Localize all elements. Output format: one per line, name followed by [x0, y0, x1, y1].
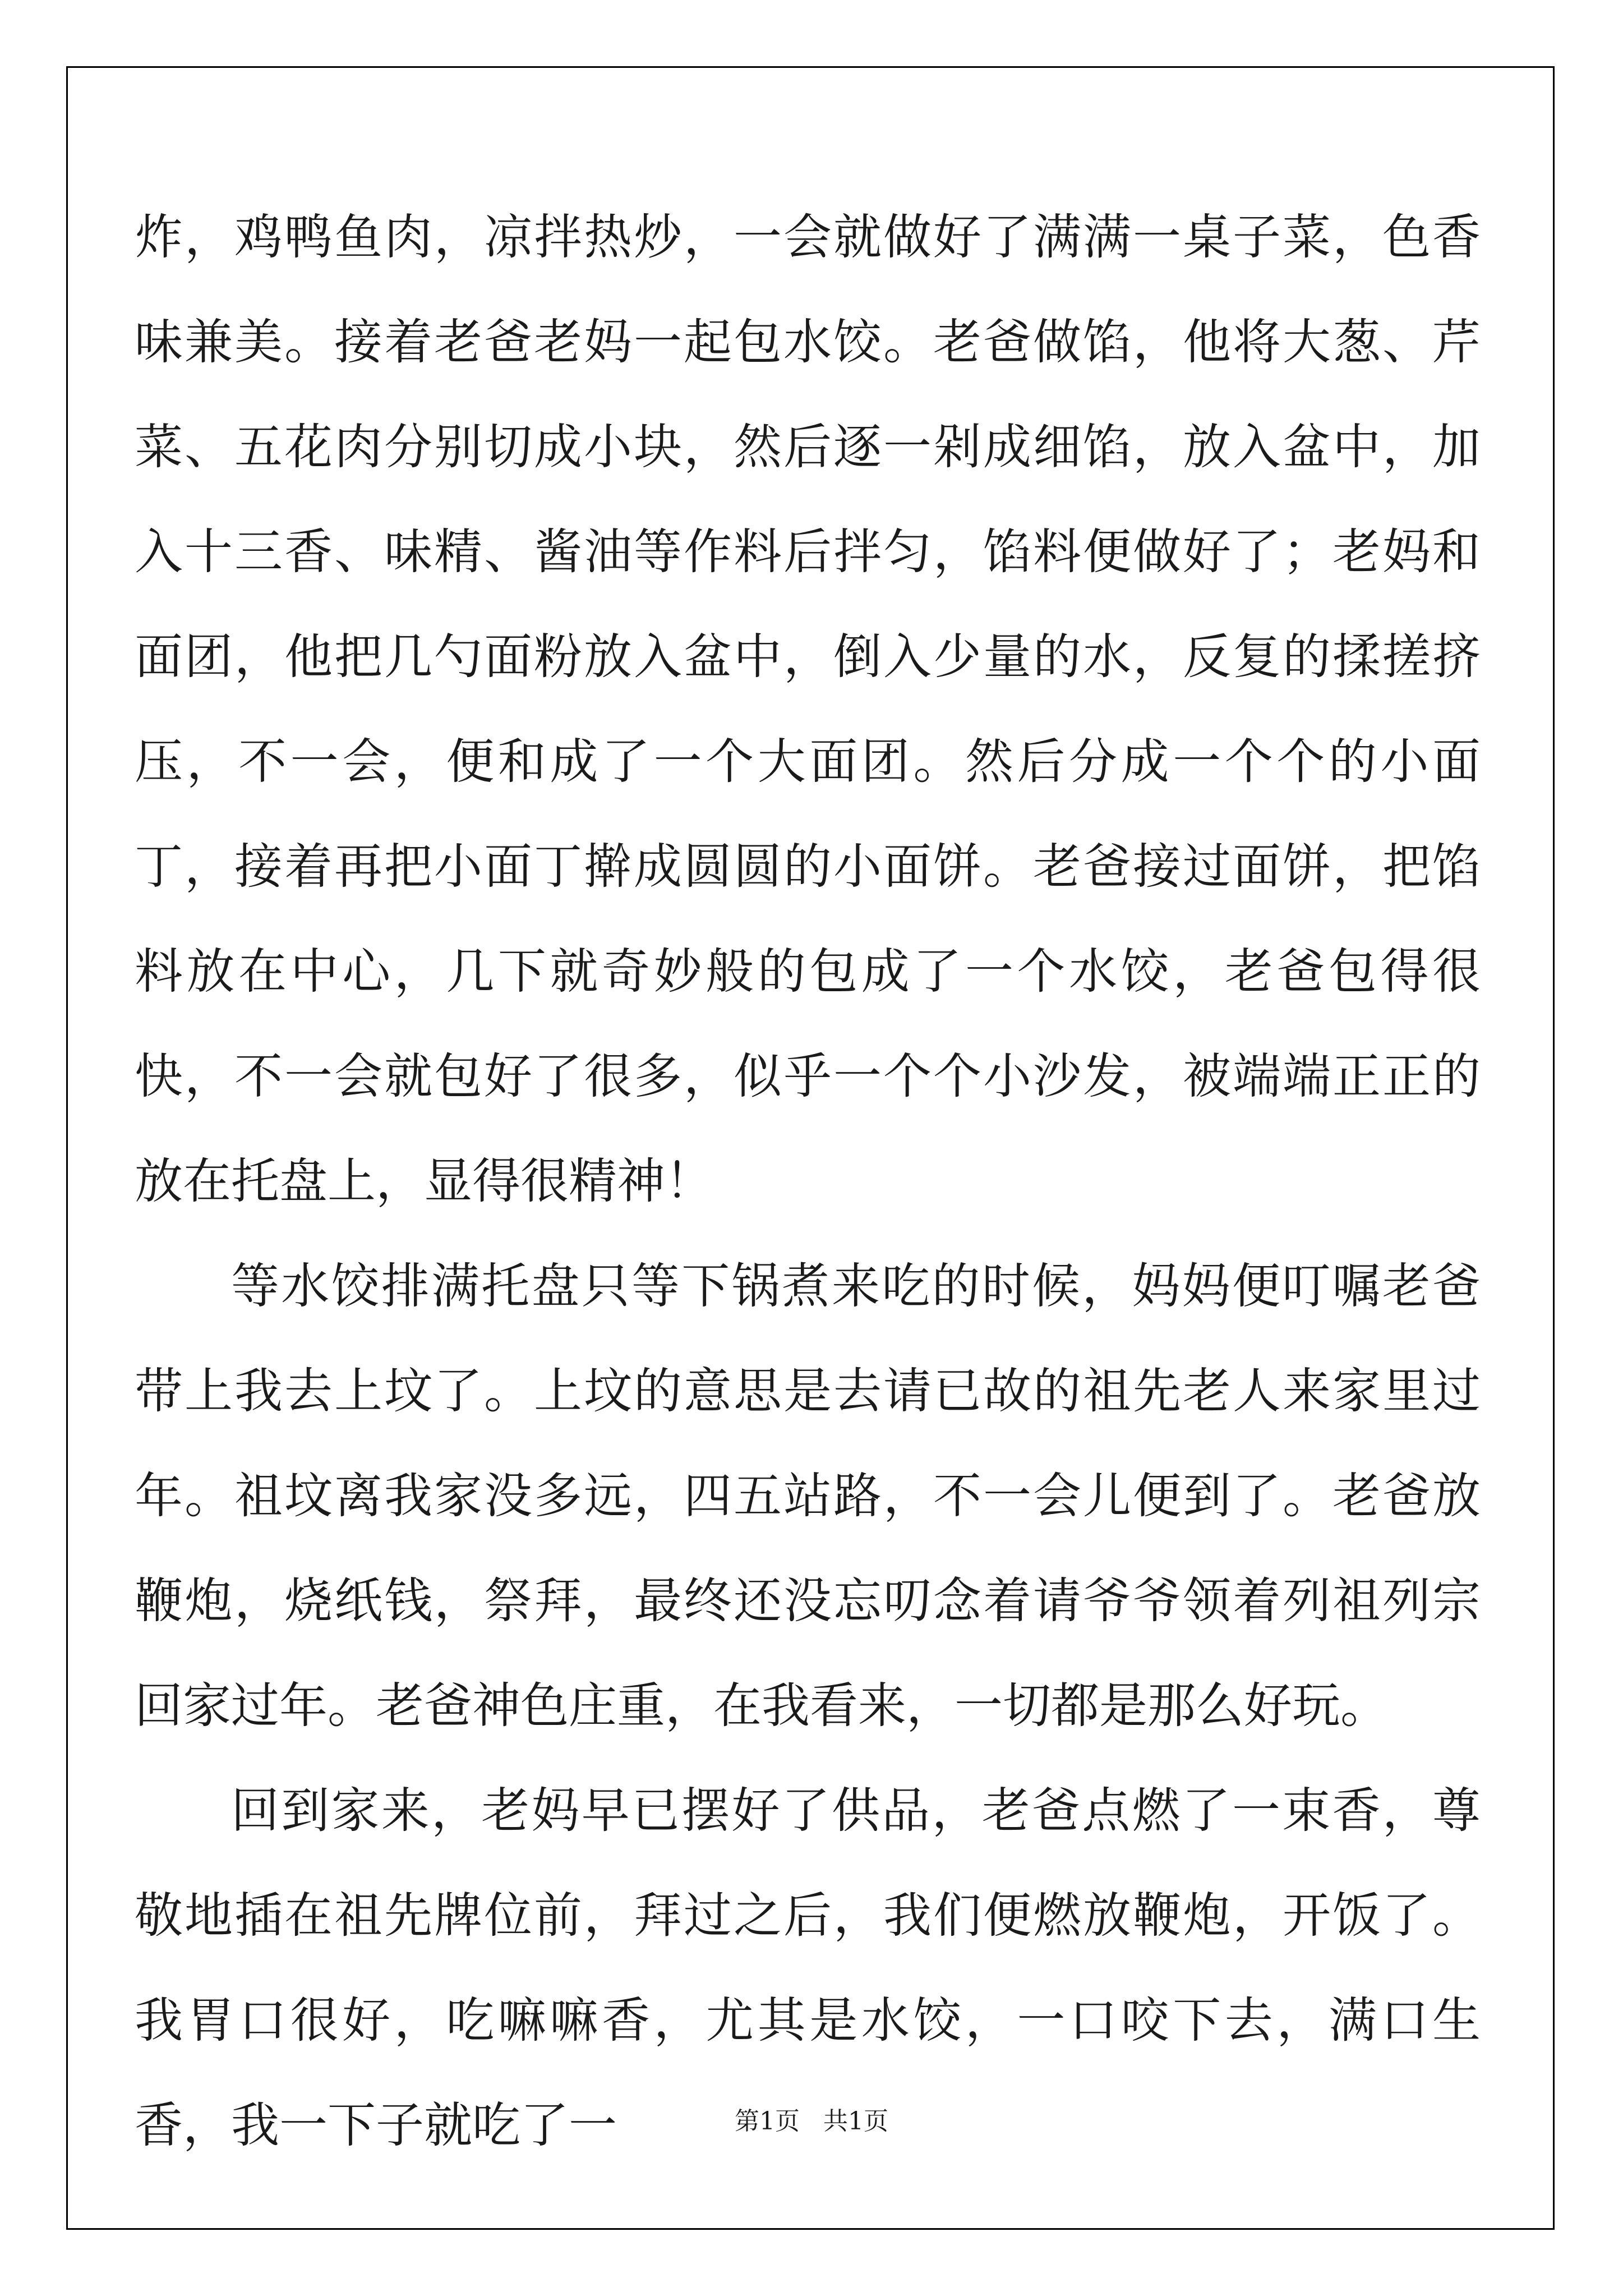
- paragraph-2: 等水饺排满托盘只等下锅煮来吃的时候，妈妈便叮嘱老爸带上我去上坟了。上坟的意思是去请已故的祖先老人来家里过年。祖坟离我家没多远，四五站路，不一会儿便到了。老爸放鞭炮，烧纸钱，祭拜，最终还没忘叨念着请爷爷领着列祖列宗回家过年。老爸神色庄重，在我看来，一切都是那么好玩。: [135, 1258, 1481, 1734]
- paragraph-3: 回到家来，老妈早已摆好了供品，老爸点燃了一束香，尊敬地插在祖先牌位前，拜过之后，我们便燃放鞭炮，开饭了。我胃口很好，吃嘛嘛香，尤其是水饺，一口咬下去，满口生香，我一下子就吃了一: [135, 1783, 1481, 2154]
- document-body: [135, 185, 1481, 2178]
- page-number-footer: 第1页 共1页: [735, 2107, 888, 2136]
- paragraph-1: 炸，鸡鸭鱼肉，凉拌热炒，一会就做好了满满一桌子菜，色香味兼美。接着老爸老妈一起包水饺。老爸做馅，他将大葱、芹菜、五花肉分别切成小块，然后逐一剁成细馅，放入盆中，加入十三香、味精、酱油等作料后拌匀，馅料便做好了；老妈和面团，他把几勺面粉放入盆中，倒入少量的水，反复的揉搓挤压，不一会，便和成了一个大面团。然后分成一个个的小面丁，接着再把小面丁擀成圆圆的小面饼。老爸接过面饼，把馅料放在中心，几下就奇妙般的包成了一个水饺，老爸包得很快，不一会就包好了很多，似乎一个个小沙发，被端端正正的放在托盘上，显得很精神！: [135, 209, 1481, 1209]
